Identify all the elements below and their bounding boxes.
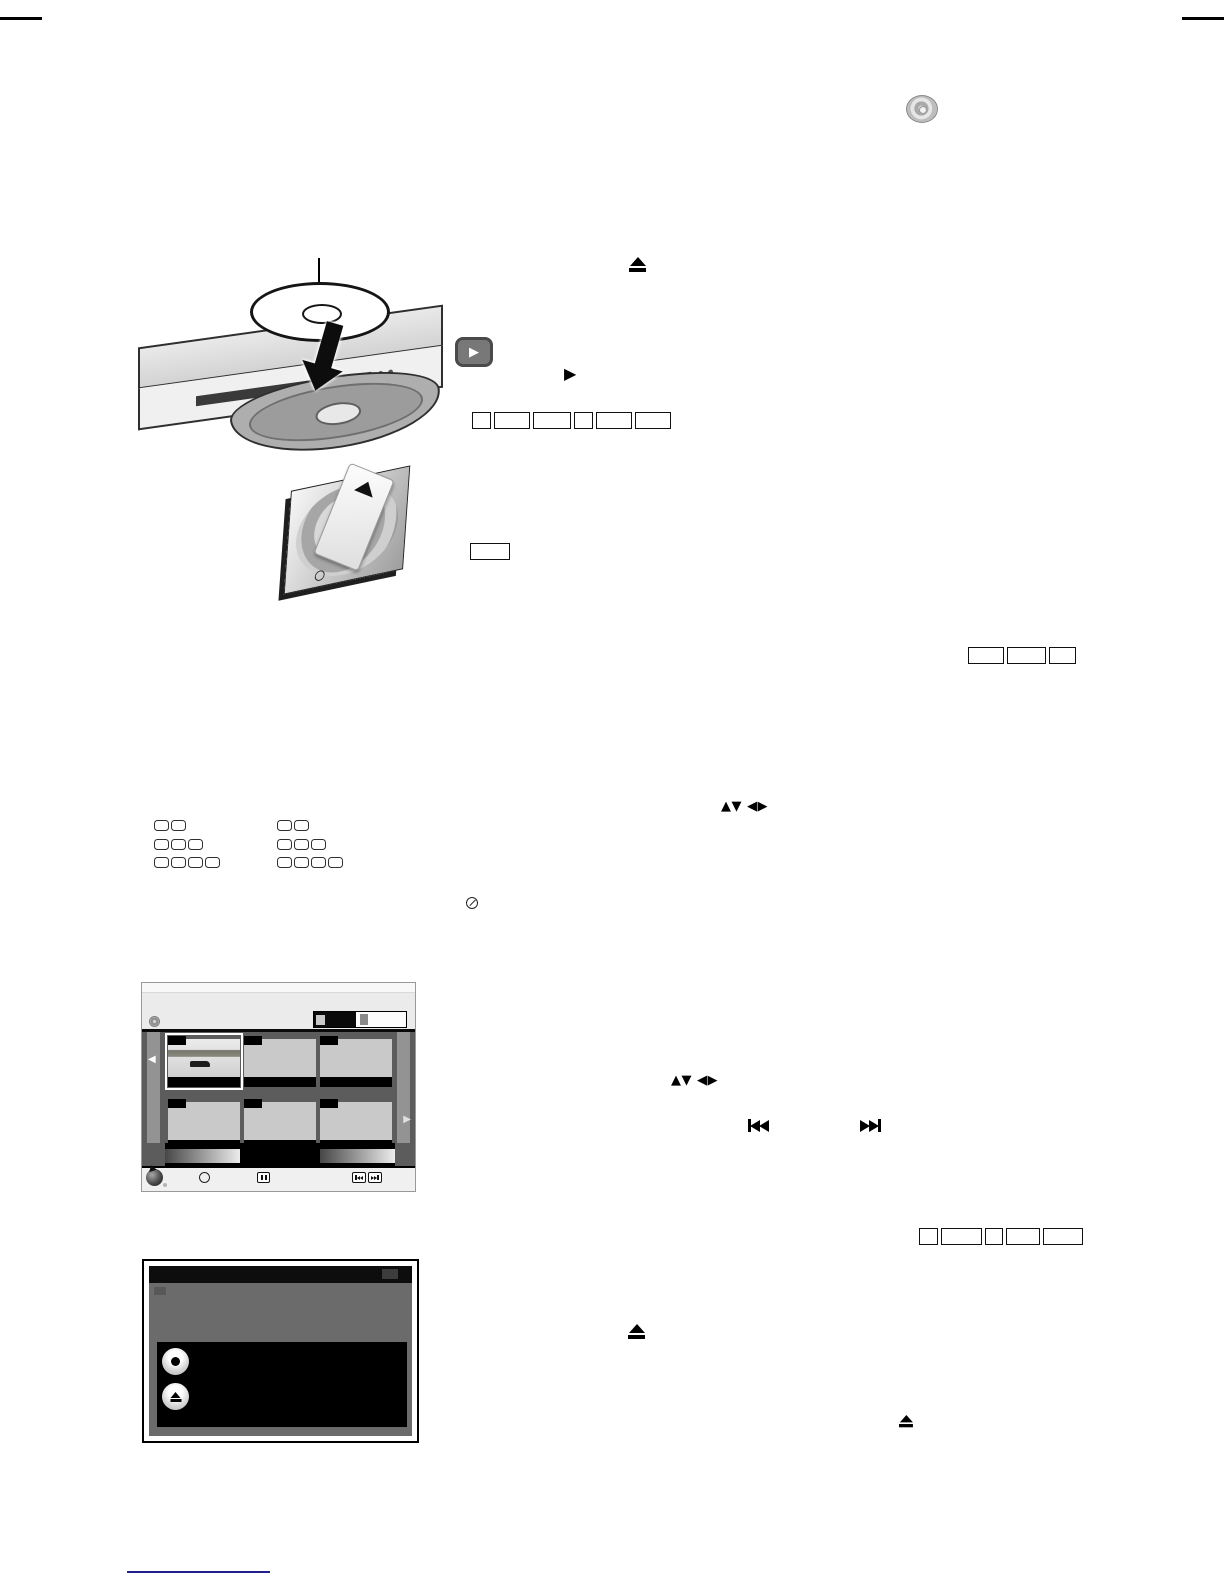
insert-direction-arrow-icon: [354, 478, 377, 498]
arrow-keys-icon: ▲▼ ◀▶: [721, 799, 769, 814]
write-protect-tab: [314, 569, 325, 581]
key-row: [277, 857, 343, 868]
eject-circle-icon: [162, 1383, 189, 1410]
picture-icon: [360, 1014, 368, 1025]
remote-key-box: [277, 820, 292, 831]
button-name-placeholder: [533, 412, 571, 429]
button-name-placeholder: [941, 1228, 982, 1245]
direct-navigator-screenshot: [142, 983, 415, 1191]
button-name-placeholder: [574, 412, 593, 429]
footer-link-rule: [127, 1571, 270, 1573]
channel-label: [320, 1036, 338, 1045]
remote-key-box: [294, 839, 309, 850]
key-row: [154, 857, 220, 868]
crop-mark-left: [0, 17, 42, 20]
button-placeholder-row: [968, 647, 1076, 664]
record-dot-icon: [162, 1348, 189, 1375]
eject-icon: [899, 1415, 913, 1427]
hdd-stack-icon: [1002, 96, 1029, 122]
button-name-placeholder: [968, 647, 1004, 664]
button-placeholder-row: [919, 1228, 1083, 1245]
tab-active: [314, 1012, 356, 1027]
button-name-placeholder: [1006, 1228, 1040, 1245]
button-name-placeholder: [1049, 647, 1076, 664]
page-left-icon: ◀: [148, 1054, 156, 1065]
remote-key-box: [311, 857, 326, 868]
remote-key-box: [328, 857, 343, 868]
button-name-placeholder: [1043, 1228, 1083, 1245]
menu-body: [149, 1283, 412, 1436]
remote-key-box: [205, 857, 220, 868]
remote-key-box: [311, 839, 326, 850]
thumbnail-cell: [244, 1036, 316, 1087]
button-placeholder-row: [472, 412, 671, 429]
remote-key-box: [171, 839, 186, 850]
thumbnail-cell: [168, 1036, 240, 1087]
title-strip: [168, 1077, 240, 1087]
menu-screen-illustration: [142, 1259, 419, 1443]
play-button-icon: [455, 337, 493, 367]
cartridge-illustration: [264, 472, 444, 597]
joystick-ball-icon: [146, 1169, 163, 1186]
gradient-bar: [165, 1149, 240, 1163]
channel-label: [244, 1099, 262, 1108]
number-pad-diagram-left: [154, 820, 220, 876]
eject-icon: [628, 1324, 645, 1339]
left-gutter: [147, 1032, 160, 1143]
key-row: [154, 820, 220, 831]
play-triangle: ▶: [469, 344, 479, 360]
remote-key-box: [277, 857, 292, 868]
arrow-keys-icon: ▲▼ ◀▶: [671, 1073, 719, 1088]
channel-label: [320, 1099, 338, 1108]
remote-key-box: [154, 839, 169, 850]
button-name-placeholder: [919, 1228, 938, 1245]
skip-back-key-icon: [352, 1172, 366, 1183]
title-strip: [320, 1077, 392, 1087]
page-right-icon: ▶: [403, 1114, 411, 1125]
thumbnail-cell: [320, 1036, 392, 1087]
button-name-placeholder: [470, 543, 510, 560]
title-strip: [244, 1077, 316, 1087]
key-row: [277, 839, 343, 850]
channel-label: [168, 1036, 186, 1045]
channel-label: [244, 1036, 262, 1045]
navigator-body: [142, 1032, 415, 1166]
remote-key-box: [171, 857, 186, 868]
button-name-placeholder: [596, 412, 632, 429]
media-tab-toggle: [313, 1011, 407, 1028]
navigator-toolbar: [142, 1166, 415, 1191]
menu-title-bar: [149, 1266, 412, 1283]
eject-icon: [629, 257, 646, 272]
remote-key-box: [188, 839, 203, 850]
crop-mark-right: [1182, 17, 1224, 20]
skip-forward-key-icon: [368, 1172, 382, 1183]
tab-inactive: [356, 1012, 406, 1027]
right-gutter: [397, 1032, 410, 1143]
remote-key-box: [294, 820, 309, 831]
remote-key-box: [277, 839, 292, 850]
number-pad-diagram-right: [277, 820, 343, 876]
remote-key-box: [154, 820, 169, 831]
remote-key-box: [188, 857, 203, 868]
title-bar-chip: [382, 1269, 398, 1279]
thumbnail-grid: [168, 1036, 392, 1150]
button-name-placeholder: [1007, 647, 1046, 664]
remote-key-box: [171, 820, 186, 831]
bottom-band: [165, 1143, 395, 1166]
button-name-placeholder: [494, 412, 530, 429]
button-placeholder-row: [470, 543, 510, 560]
skip-forward-icon: [860, 1119, 881, 1132]
menu-chip: [154, 1287, 166, 1295]
remote-key-box: [294, 857, 309, 868]
button-name-placeholder: [635, 412, 671, 429]
key-row: [277, 820, 343, 831]
channel-label: [168, 1099, 186, 1108]
circle-button-icon: [199, 1172, 210, 1183]
button-name-placeholder: [472, 412, 491, 429]
recorder-tray-illustration: [138, 258, 468, 463]
pause-button-icon: [257, 1172, 270, 1183]
navigator-header: [142, 983, 415, 1032]
menu-options-panel: [157, 1342, 407, 1427]
skip-back-icon: [748, 1119, 769, 1132]
button-name-placeholder: [985, 1228, 1003, 1245]
skip-buttons-icon: [352, 1172, 382, 1183]
key-row: [154, 839, 220, 850]
remote-key-box: [154, 857, 169, 868]
play-triangle-icon: ▶: [564, 364, 577, 383]
gradient-bar: [320, 1149, 395, 1163]
disc-icon-small: [149, 1016, 160, 1027]
dvd-disc-icon: [906, 95, 938, 123]
video-icon: [316, 1015, 325, 1025]
prohibited-icon: [466, 897, 478, 909]
